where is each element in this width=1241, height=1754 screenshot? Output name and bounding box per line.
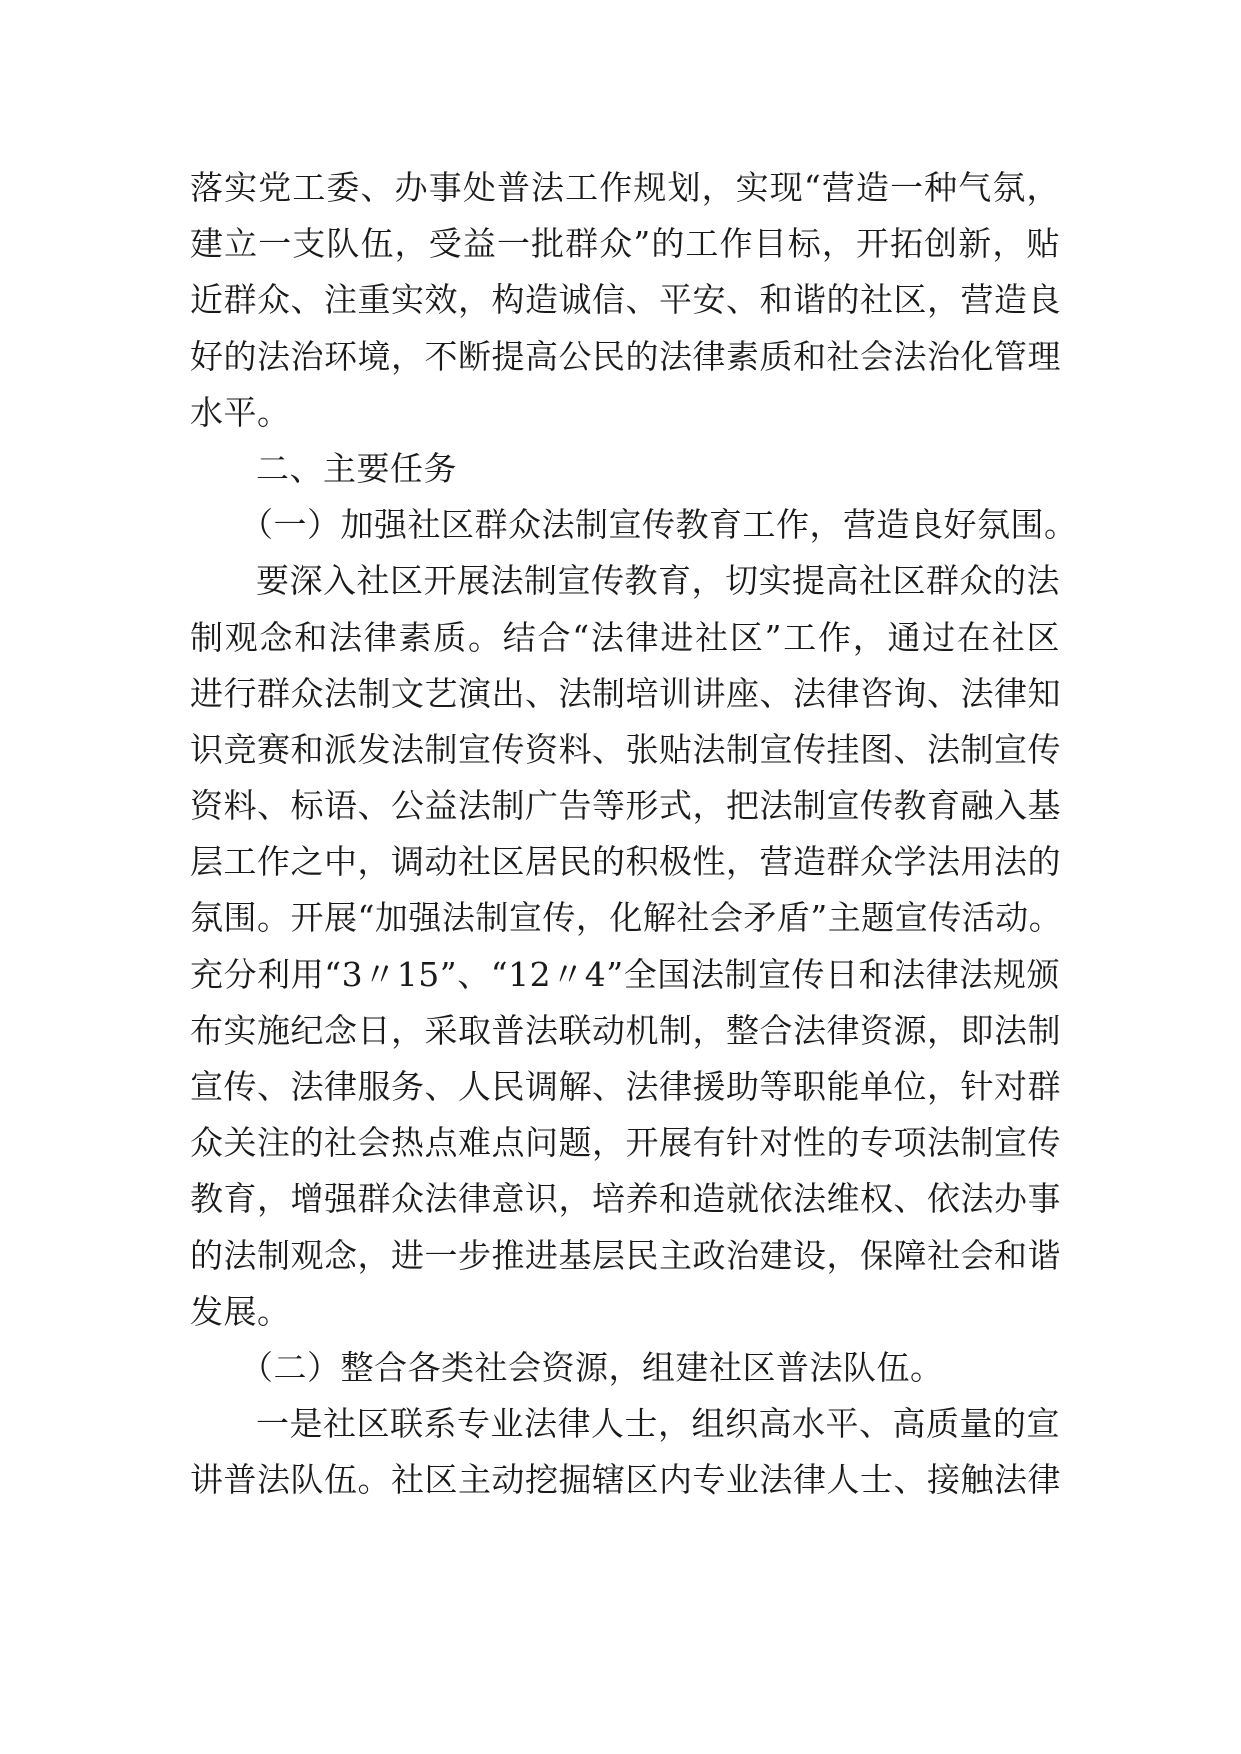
paragraph-line: 发展。 <box>190 1291 291 1331</box>
paragraph-line: 一是社区联系专业法律人士，组织高水平、高质量的宣 <box>256 1404 1060 1444</box>
paragraph-line: 层工作之中，调动社区居民的积极性，营造群众学法用法的 <box>190 842 1061 882</box>
paragraph-line: 落实党工委、办事处普法工作规划，实现“营造一种气氛， <box>190 168 1060 207</box>
paragraph-line: 建立一支队伍，受益一批群众”的工作目标，开拓创新，贴 <box>190 224 1060 264</box>
document-body <box>190 160 1078 1509</box>
paragraph-line: 制观念和法律素质。结合“法律进社区”工作，通过在社区 <box>190 617 1060 657</box>
paragraph-line: 近群众、注重实效，构造诚信、平安、和谐的社区，营造良 <box>190 280 1061 320</box>
section-heading: 二、主要任务 <box>256 448 457 488</box>
paragraph-line: 资料、标语、公益法制广告等形式，把法制宣传教育融入基 <box>190 786 1061 826</box>
paragraph-line: 水平。 <box>190 392 291 432</box>
paragraph-line: 好的法治环境，不断提高公民的法律素质和社会法治化管理 <box>190 336 1061 376</box>
paragraph-line: 教育，增强群众法律意识，培养和造就依法维权、依法办事 <box>190 1179 1061 1219</box>
paragraph-line: 充分利用“3〃15”、“12〃4”全国法制宣传日和法律法规颁 <box>190 954 1060 994</box>
paragraph-line: 识竞赛和派发法制宣传资料、张贴法制宣传挂图、法制宣传 <box>190 729 1061 769</box>
paragraph-line: 氛围。开展“加强法制宣传，化解社会矛盾”主题宣传活动。 <box>190 898 1063 938</box>
paragraph-line: 要深入社区开展法制宣传教育，切实提高社区群众的法 <box>256 561 1060 601</box>
subsection-heading: （一）加强社区群众法制宣传教育工作，营造良好氛围。 <box>240 505 1078 545</box>
paragraph-line: 众关注的社会热点难点问题，开展有针对性的专项法制宣传 <box>190 1123 1061 1163</box>
subsection-heading: （二）整合各类社会资源，组建社区普法队伍。 <box>240 1347 944 1387</box>
paragraph-line: 进行群众法制文艺演出、法制培训讲座、法律咨询、法律知 <box>190 673 1061 713</box>
paragraph-line: 的法制观念，进一步推进基层民主政治建设，保障社会和谐 <box>190 1235 1061 1275</box>
paragraph-line: 布实施纪念日，采取普法联动机制，整合法律资源，即法制 <box>190 1010 1061 1050</box>
paragraph-line: 宣传、法律服务、人民调解、法律援助等职能单位，针对群 <box>190 1067 1061 1106</box>
paragraph-line: 讲普法队伍。社区主动挖掘辖区内专业法律人士、接触法律 <box>190 1460 1061 1500</box>
